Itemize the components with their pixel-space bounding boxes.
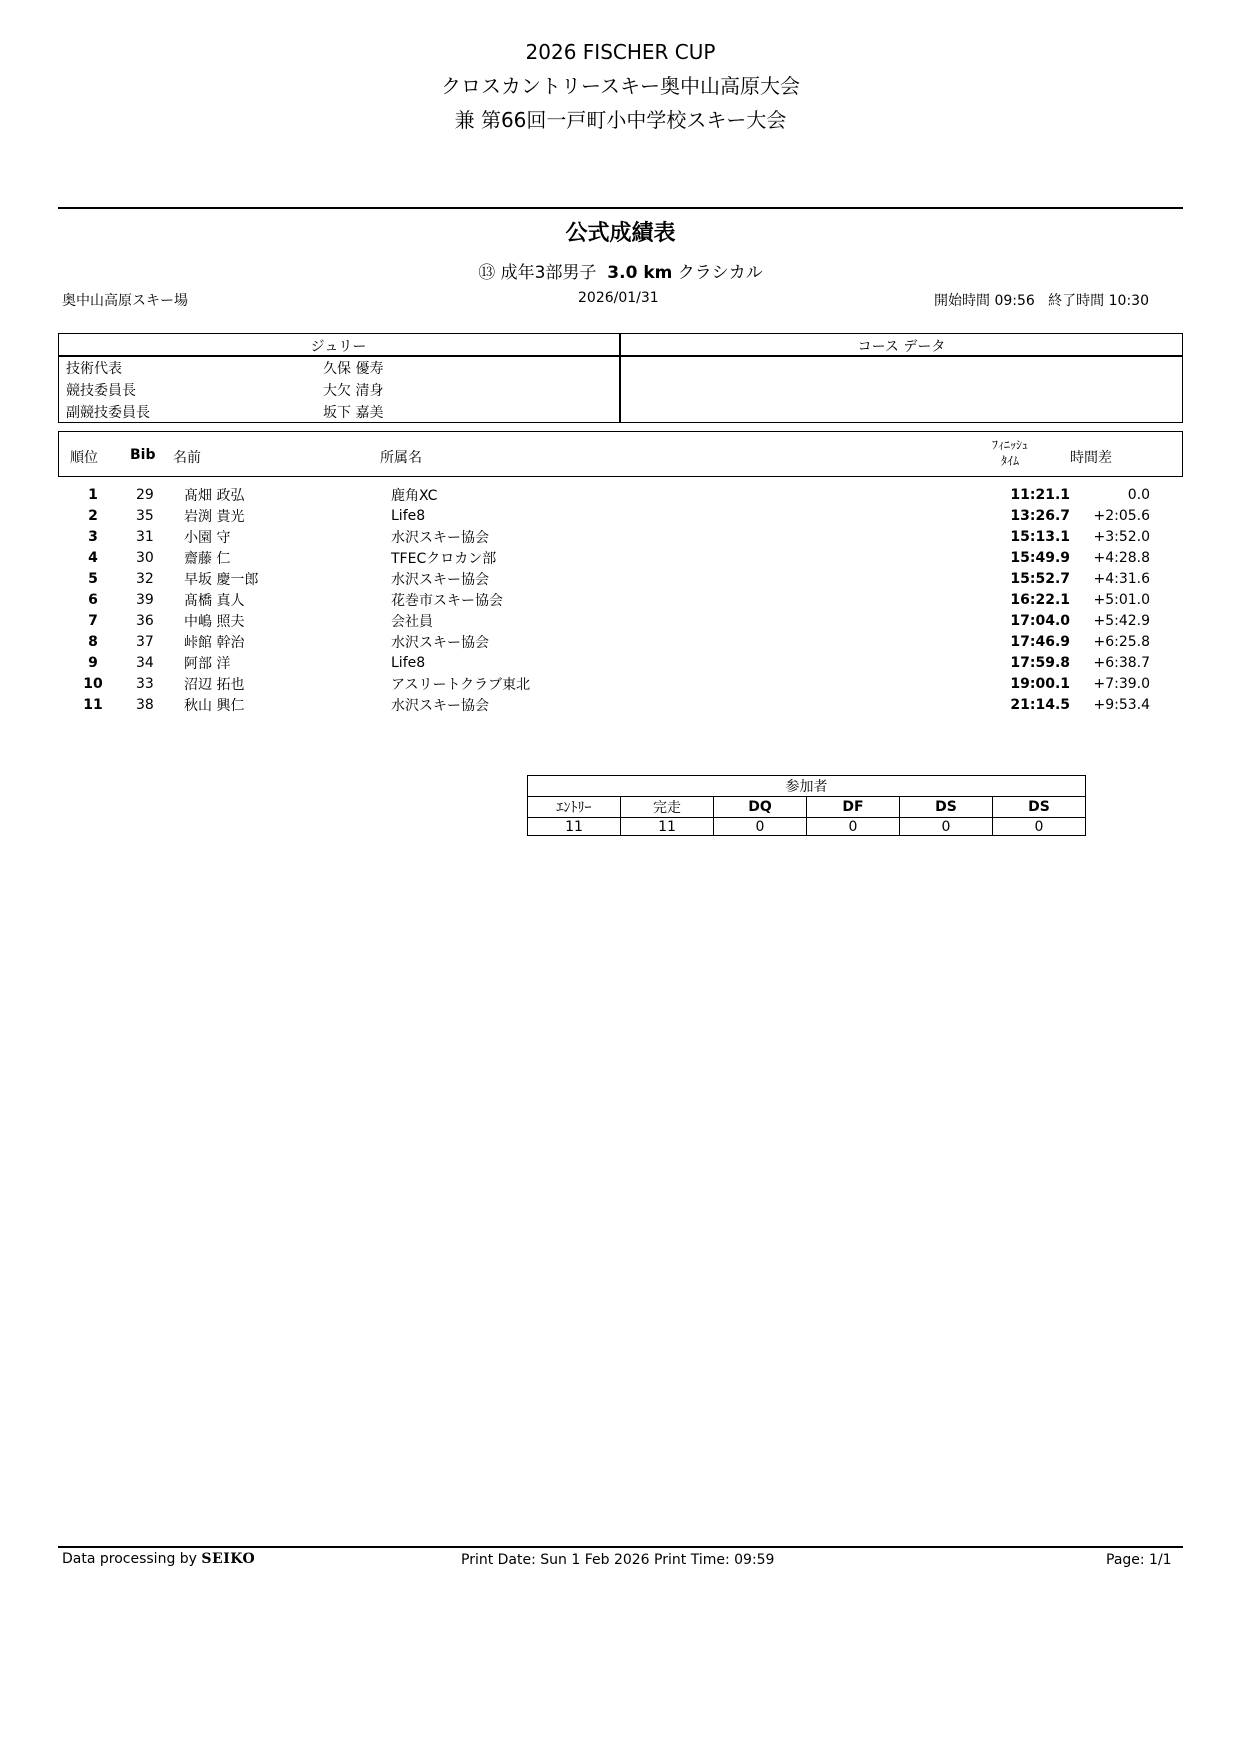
jury-role-3: 副競技委員長: [66, 405, 150, 421]
course-header: コース データ: [857, 339, 946, 355]
footer-print: Print Date: Sun 1 Feb 2026 Print Time: 09:59: [461, 1552, 775, 1568]
result-name: 齋藤 仁: [184, 550, 231, 567]
result-rank: 1: [88, 486, 98, 503]
participants-value: 0: [900, 818, 993, 836]
col-bib: Bib: [130, 447, 156, 463]
result-name: 小園 守: [184, 529, 231, 546]
result-name: 沼辺 拓也: [184, 676, 245, 693]
jury-name-3: 坂下 嘉美: [323, 405, 384, 421]
result-diff: 0.0: [1127, 486, 1150, 503]
jury-role-1: 技術代表: [66, 361, 122, 377]
footer-divider: [58, 1546, 1183, 1548]
result-bib: 33: [136, 675, 154, 692]
result-bib: 39: [136, 591, 154, 608]
result-bib: 34: [136, 654, 154, 671]
participants-value: 0: [714, 818, 807, 836]
result-club: 鹿角XC: [391, 487, 438, 504]
footer-processing: [62, 1551, 255, 1567]
jury-role-2: 競技委員長: [66, 383, 136, 399]
result-row: [58, 610, 1150, 631]
result-time: 17:59.8: [1010, 654, 1070, 671]
result-club: 会社員: [391, 613, 433, 630]
jury-header: ジュリー: [310, 339, 367, 355]
participants-label: DS: [900, 797, 993, 818]
venue: 奥中山高原スキー場: [62, 293, 188, 309]
result-time: 11:21.1: [1010, 486, 1070, 503]
header-line3: 兼 第66回一戸町小中学校スキー大会: [454, 108, 787, 132]
result-rank: 5: [88, 570, 98, 587]
participants-value: 11: [621, 818, 714, 836]
participants-label: DQ: [714, 797, 807, 818]
result-diff: +6:38.7: [1093, 654, 1150, 671]
header-line2: クロスカントリースキー奥中山高原大会: [441, 74, 800, 98]
result-club: Life8: [391, 507, 426, 524]
result-time: 15:52.7: [1010, 570, 1070, 587]
col-club: 所属名: [380, 450, 422, 466]
result-bib: 37: [136, 633, 154, 650]
end-label: 終了時間: [1048, 293, 1105, 309]
event-number: ⑬: [478, 263, 496, 283]
participants-label: DS: [993, 797, 1086, 818]
result-name: 髙畑 政弘: [184, 487, 245, 504]
result-diff: +9:53.4: [1093, 696, 1150, 713]
race-date: 2026/01/31: [578, 290, 659, 306]
result-time: 13:26.7: [1010, 507, 1070, 524]
result-row: [58, 526, 1150, 547]
col-diff: 時間差: [1070, 450, 1112, 466]
result-row: [58, 484, 1150, 505]
result-time: 19:00.1: [1010, 675, 1070, 692]
result-club: TFECクロカン部: [391, 550, 497, 567]
header-divider: [58, 207, 1183, 209]
result-name: 岩渕 貴光: [184, 508, 245, 525]
result-row: [58, 505, 1150, 526]
result-diff: +5:01.0: [1093, 591, 1150, 608]
result-row: [58, 589, 1150, 610]
result-bib: 32: [136, 570, 154, 587]
result-diff: +7:39.0: [1093, 675, 1150, 692]
result-rank: 4: [88, 549, 98, 566]
result-diff: +5:42.9: [1093, 612, 1150, 629]
result-bib: 29: [136, 486, 154, 503]
result-diff: +6:25.8: [1093, 633, 1150, 650]
seiko-logo: SEIKO: [201, 1551, 256, 1567]
result-rank: 10: [83, 675, 103, 692]
result-club: アスリートクラブ東北: [391, 676, 531, 693]
col-finish-line2: ﾀｲﾑ: [1000, 454, 1019, 468]
event-style: クラシカル: [677, 263, 763, 283]
result-bib: 31: [136, 528, 154, 545]
result-rank: 2: [88, 507, 98, 524]
col-rank: 順位: [70, 450, 98, 466]
event-distance: 3.0 km: [607, 263, 673, 283]
result-rank: 9: [88, 654, 98, 671]
result-club: Life8: [391, 654, 426, 671]
start-label: 開始時間: [934, 293, 990, 309]
result-row: [58, 652, 1150, 673]
result-diff: +4:28.8: [1093, 549, 1150, 566]
result-rank: 7: [88, 612, 98, 629]
result-row: [58, 547, 1150, 568]
end-time: 10:30: [1108, 293, 1149, 309]
participants-value: 11: [528, 818, 621, 836]
result-rank: 11: [83, 696, 103, 713]
result-bib: 36: [136, 612, 154, 629]
participants-header: 参加者: [528, 776, 1086, 797]
jury-name-1: 久保 優寿: [323, 361, 384, 377]
result-club: 花巻市スキー協会: [391, 592, 503, 609]
result-name: 峠館 幹治: [184, 634, 245, 651]
result-diff: +4:31.6: [1093, 570, 1150, 587]
result-rank: 3: [88, 528, 98, 545]
result-diff: +2:05.6: [1093, 507, 1150, 524]
header-line1: 2026 FISCHER CUP: [525, 40, 716, 64]
result-club: 水沢スキー協会: [391, 571, 489, 588]
result-rank: 8: [88, 633, 98, 650]
col-finish-line1: ﾌｨﾆｯｼｭ: [991, 438, 1028, 452]
result-time: 16:22.1: [1010, 591, 1070, 608]
doc-title: 公式成績表: [565, 221, 676, 246]
result-row: [58, 673, 1150, 694]
col-finish: [970, 437, 1050, 469]
event-title: [0, 258, 1241, 283]
result-diff: +3:52.0: [1093, 528, 1150, 545]
participants-label: 完走: [621, 797, 714, 818]
result-name: 秋山 興仁: [184, 697, 245, 714]
race-times: [934, 290, 1149, 310]
result-time: 17:46.9: [1010, 633, 1070, 650]
result-club: 水沢スキー協会: [391, 529, 489, 546]
results-table: [58, 484, 1150, 715]
result-time: 15:49.9: [1010, 549, 1070, 566]
result-time: 15:13.1: [1010, 528, 1070, 545]
participants-label: DF: [807, 797, 900, 818]
result-bib: 35: [136, 507, 154, 524]
result-name: 早坂 慶一郎: [184, 571, 259, 588]
result-name: 中嶋 照夫: [184, 613, 245, 630]
start-time: 09:56: [994, 293, 1035, 309]
result-bib: 30: [136, 549, 154, 566]
participants-value: 0: [807, 818, 900, 836]
result-time: 21:14.5: [1010, 696, 1070, 713]
result-bib: 38: [136, 696, 154, 713]
jury-name-2: 大欠 清身: [323, 383, 384, 399]
result-row: [58, 568, 1150, 589]
result-club: 水沢スキー協会: [391, 634, 489, 651]
result-time: 17:04.0: [1010, 612, 1070, 629]
participants-label: ｴﾝﾄﾘｰ: [528, 797, 621, 818]
col-name: 名前: [173, 450, 201, 466]
participants-table: [527, 775, 1086, 836]
result-name: 髙橋 真人: [184, 592, 245, 609]
result-name: 阿部 洋: [184, 655, 231, 672]
result-rank: 6: [88, 591, 98, 608]
processing-text: Data processing by: [62, 1551, 197, 1567]
participants-value: 0: [993, 818, 1086, 836]
event-category: 成年3部男子: [500, 263, 597, 283]
footer-page: Page: 1/1: [1106, 1552, 1172, 1568]
result-row: [58, 694, 1150, 715]
result-club: 水沢スキー協会: [391, 697, 489, 714]
result-row: [58, 631, 1150, 652]
